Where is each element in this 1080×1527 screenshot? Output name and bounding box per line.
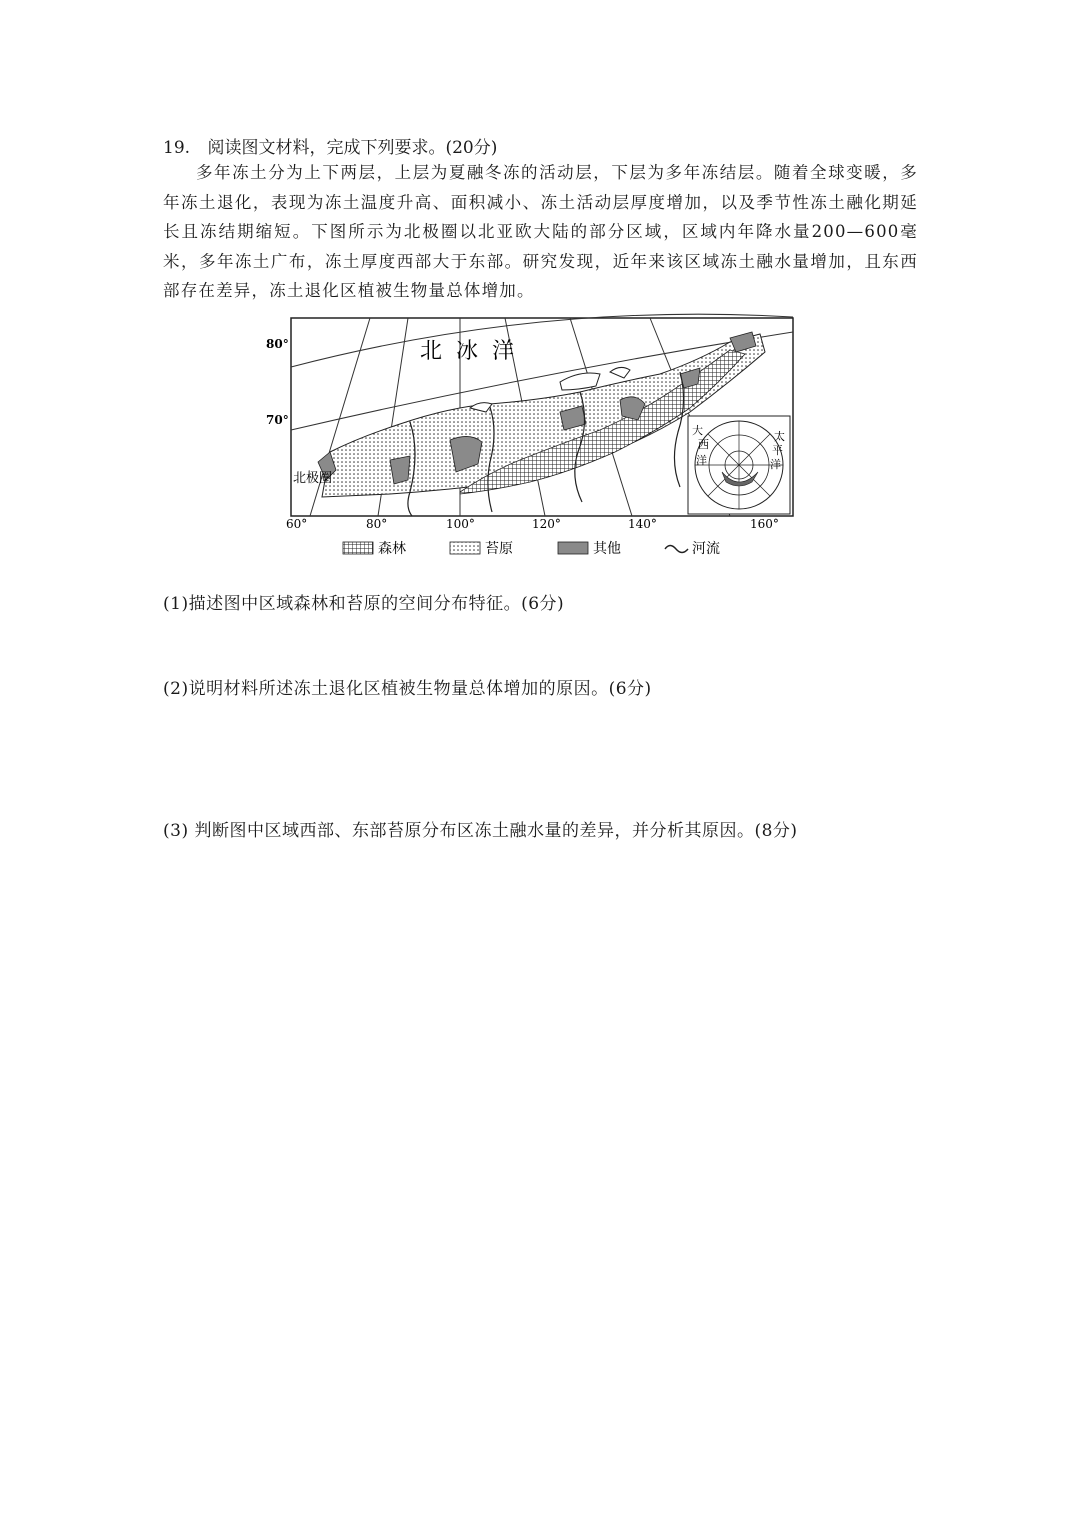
map-legend	[343, 540, 720, 557]
inset-label-xi: 西	[698, 438, 709, 451]
legend-other-label: 其他	[593, 541, 621, 557]
legend-tundra-label: 苔原	[485, 541, 513, 557]
inset-label-ping: 平	[772, 444, 783, 457]
lon-label-140: 140°	[628, 517, 657, 531]
inset-label-da: 大	[692, 424, 703, 437]
lon-label-160: 160°	[750, 517, 779, 531]
sub-question-3: (3) 判断图中区域西部、东部苔原分布区冻土融水量的差异，并分析其原因。(8分)	[163, 821, 798, 841]
question-header	[163, 133, 497, 158]
lat-label-80: 80°	[266, 337, 289, 351]
map-figure	[260, 312, 820, 567]
sub-question-1: (1)描述图中区域森林和苔原的空间分布特征。(6分)	[163, 594, 565, 614]
material-paragraph	[163, 158, 918, 306]
lat-label-70: 70°	[266, 413, 289, 427]
question-title: 阅读图文材料，完成下列要求。(20分)	[207, 138, 498, 158]
ocean-label: 北冰洋	[420, 339, 529, 364]
legend-forest-label: 森林	[378, 541, 406, 557]
legend-river-label: 河流	[692, 541, 720, 557]
inset-polar-map	[688, 416, 790, 514]
inset-label-tai: 太	[774, 430, 785, 443]
arctic-eurasia-map	[260, 312, 820, 567]
lon-label-100: 100°	[446, 517, 475, 531]
question-number: 19.	[163, 138, 191, 158]
lon-label-80: 80°	[366, 517, 388, 531]
legend-tundra-swatch	[450, 542, 480, 554]
inset-label-yang-left: 洋	[696, 454, 707, 467]
legend-other-swatch	[558, 542, 588, 554]
inset-label-yang-right: 洋	[770, 458, 781, 471]
legend-river-swatch	[665, 546, 688, 553]
material-text: 多年冻土分为上下两层，上层为夏融冬冻的活动层，下层为多年冻结层。随着全球变暖，多年冻土退化，表现为冻土温度升高、面积减小、冻土活动层厚度增加，以及季节性冻土融化期延长且冻结期缩短。下图所示为北极圈以北亚欧大陆的部分区域，区域内年降水量200—600毫米，多年冻土广布，冻土厚度西部大于东部。研究发现，近年来该区域冻土融水量增加，且东西部存在差异，冻土退化区植被生物量总体增加。	[163, 163, 918, 300]
sub-question-2: (2)说明材料所述冻土退化区植被生物量总体增加的原因。(6分)	[163, 679, 652, 699]
arctic-circle-label: 北极圈	[293, 471, 333, 486]
legend-forest-swatch	[343, 542, 373, 554]
lon-label-120: 120°	[532, 517, 561, 531]
lon-label-60: 60°	[286, 517, 308, 531]
